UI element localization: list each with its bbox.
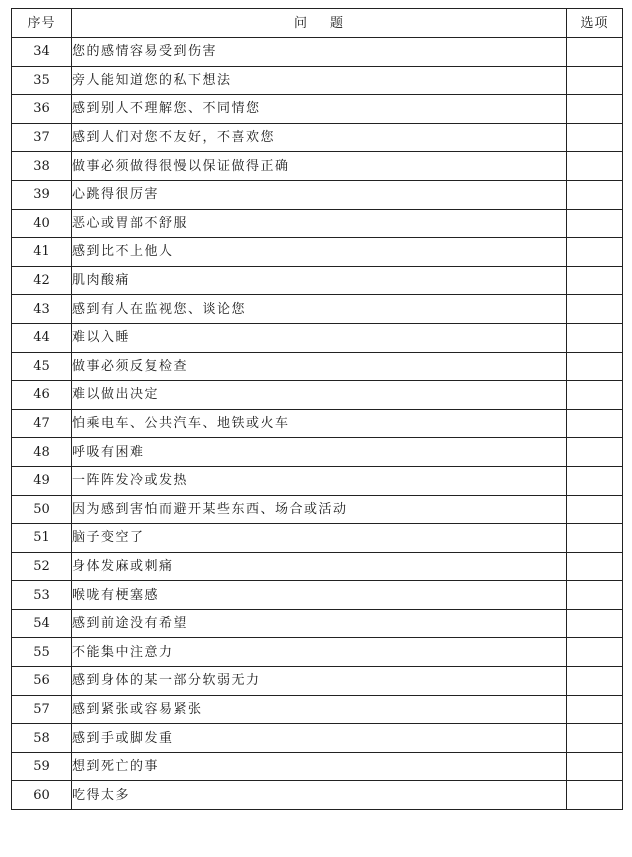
- question-text: 难以做出决定: [72, 381, 567, 410]
- question-number: 36: [12, 95, 72, 124]
- question-text: 不能集中注意力: [72, 638, 567, 667]
- question-number: 34: [12, 38, 72, 67]
- question-number: 56: [12, 667, 72, 696]
- question-number: 54: [12, 609, 72, 638]
- table-row: [12, 66, 623, 95]
- option-cell[interactable]: [567, 209, 623, 238]
- question-text: 感到有人在监视您、谈论您: [72, 295, 567, 324]
- table-row: [12, 95, 623, 124]
- question-text: 做事必须反复检查: [72, 352, 567, 381]
- table-row: [12, 609, 623, 638]
- question-number: 57: [12, 695, 72, 724]
- question-number: 52: [12, 552, 72, 581]
- table-row: [12, 466, 623, 495]
- table-row: [12, 352, 623, 381]
- question-text: 因为感到害怕而避开某些东西、场合或活动: [72, 495, 567, 524]
- option-cell[interactable]: [567, 724, 623, 753]
- question-text: 恶心或胃部不舒服: [72, 209, 567, 238]
- option-cell[interactable]: [567, 667, 623, 696]
- question-text: 身体发麻或刺痛: [72, 552, 567, 581]
- question-text: 感到紧张或容易紧张: [72, 695, 567, 724]
- table-row: [12, 781, 623, 810]
- question-number: 59: [12, 752, 72, 781]
- option-cell[interactable]: [567, 95, 623, 124]
- question-number: 45: [12, 352, 72, 381]
- question-text: 想到死亡的事: [72, 752, 567, 781]
- option-cell[interactable]: [567, 581, 623, 610]
- option-cell[interactable]: [567, 609, 623, 638]
- table-row: [12, 724, 623, 753]
- option-cell[interactable]: [567, 438, 623, 467]
- question-number: 53: [12, 581, 72, 610]
- question-number: 44: [12, 323, 72, 352]
- option-cell[interactable]: [567, 238, 623, 267]
- option-cell[interactable]: [567, 466, 623, 495]
- question-number: 48: [12, 438, 72, 467]
- header-number: 序号: [12, 9, 72, 38]
- question-text: 一阵阵发冷或发热: [72, 466, 567, 495]
- question-text: 喉咙有梗塞感: [72, 581, 567, 610]
- question-text: 呼吸有困难: [72, 438, 567, 467]
- table-row: [12, 38, 623, 67]
- question-number: 42: [12, 266, 72, 295]
- table-row: [12, 409, 623, 438]
- option-cell[interactable]: [567, 695, 623, 724]
- question-number: 37: [12, 123, 72, 152]
- option-cell[interactable]: [567, 409, 623, 438]
- table-row: [12, 581, 623, 610]
- table-row: [12, 123, 623, 152]
- header-question-char-1: 问: [293, 15, 308, 31]
- option-cell[interactable]: [567, 781, 623, 810]
- table-row: [12, 180, 623, 209]
- table-row: [12, 323, 623, 352]
- table-row: [12, 266, 623, 295]
- header-question-char-2: 题: [330, 15, 345, 31]
- table-row: [12, 552, 623, 581]
- question-text: 肌肉酸痛: [72, 266, 567, 295]
- table-row: [12, 638, 623, 667]
- table-row: [12, 295, 623, 324]
- question-text: 脑子变空了: [72, 524, 567, 553]
- question-text: 吃得太多: [72, 781, 567, 810]
- option-cell[interactable]: [567, 752, 623, 781]
- header-question: [72, 9, 567, 38]
- option-cell[interactable]: [567, 524, 623, 553]
- question-number: 47: [12, 409, 72, 438]
- option-cell[interactable]: [567, 123, 623, 152]
- table-row: [12, 752, 623, 781]
- option-cell[interactable]: [567, 180, 623, 209]
- option-cell[interactable]: [567, 266, 623, 295]
- question-number: 39: [12, 180, 72, 209]
- question-text: 怕乘电车、公共汽车、地铁或火车: [72, 409, 567, 438]
- question-text: 感到身体的某一部分软弱无力: [72, 667, 567, 696]
- option-cell[interactable]: [567, 552, 623, 581]
- question-text: 旁人能知道您的私下想法: [72, 66, 567, 95]
- option-cell[interactable]: [567, 381, 623, 410]
- question-text: 感到前途没有希望: [72, 609, 567, 638]
- question-number: 50: [12, 495, 72, 524]
- table-row: [12, 695, 623, 724]
- option-cell[interactable]: [567, 152, 623, 181]
- question-text: 感到手或脚发重: [72, 724, 567, 753]
- option-cell[interactable]: [567, 352, 623, 381]
- question-text: 难以入睡: [72, 323, 567, 352]
- questions-body: [12, 38, 623, 810]
- table-row: [12, 495, 623, 524]
- question-text: 感到比不上他人: [72, 238, 567, 267]
- header-row: [12, 9, 623, 38]
- table-row: [12, 667, 623, 696]
- question-number: 41: [12, 238, 72, 267]
- question-number: 60: [12, 781, 72, 810]
- table-row: [12, 438, 623, 467]
- question-number: 35: [12, 66, 72, 95]
- question-number: 55: [12, 638, 72, 667]
- question-number: 46: [12, 381, 72, 410]
- question-number: 38: [12, 152, 72, 181]
- option-cell[interactable]: [567, 495, 623, 524]
- option-cell[interactable]: [567, 295, 623, 324]
- question-number: 58: [12, 724, 72, 753]
- question-text: 您的感情容易受到伤害: [72, 38, 567, 67]
- table-row: [12, 524, 623, 553]
- question-text: 心跳得很厉害: [72, 180, 567, 209]
- question-number: 49: [12, 466, 72, 495]
- table-row: [12, 381, 623, 410]
- table-row: [12, 152, 623, 181]
- questionnaire-table: [11, 8, 623, 810]
- question-text: 感到人们对您不友好，不喜欢您: [72, 123, 567, 152]
- option-cell[interactable]: [567, 38, 623, 67]
- question-text: 做事必须做得很慢以保证做得正确: [72, 152, 567, 181]
- question-number: 43: [12, 295, 72, 324]
- question-number: 40: [12, 209, 72, 238]
- question-number: 51: [12, 524, 72, 553]
- option-cell[interactable]: [567, 638, 623, 667]
- question-text: 感到别人不理解您、不同情您: [72, 95, 567, 124]
- table-row: [12, 209, 623, 238]
- option-cell[interactable]: [567, 323, 623, 352]
- header-option: 选项: [567, 9, 623, 38]
- option-cell[interactable]: [567, 66, 623, 95]
- table-row: [12, 238, 623, 267]
